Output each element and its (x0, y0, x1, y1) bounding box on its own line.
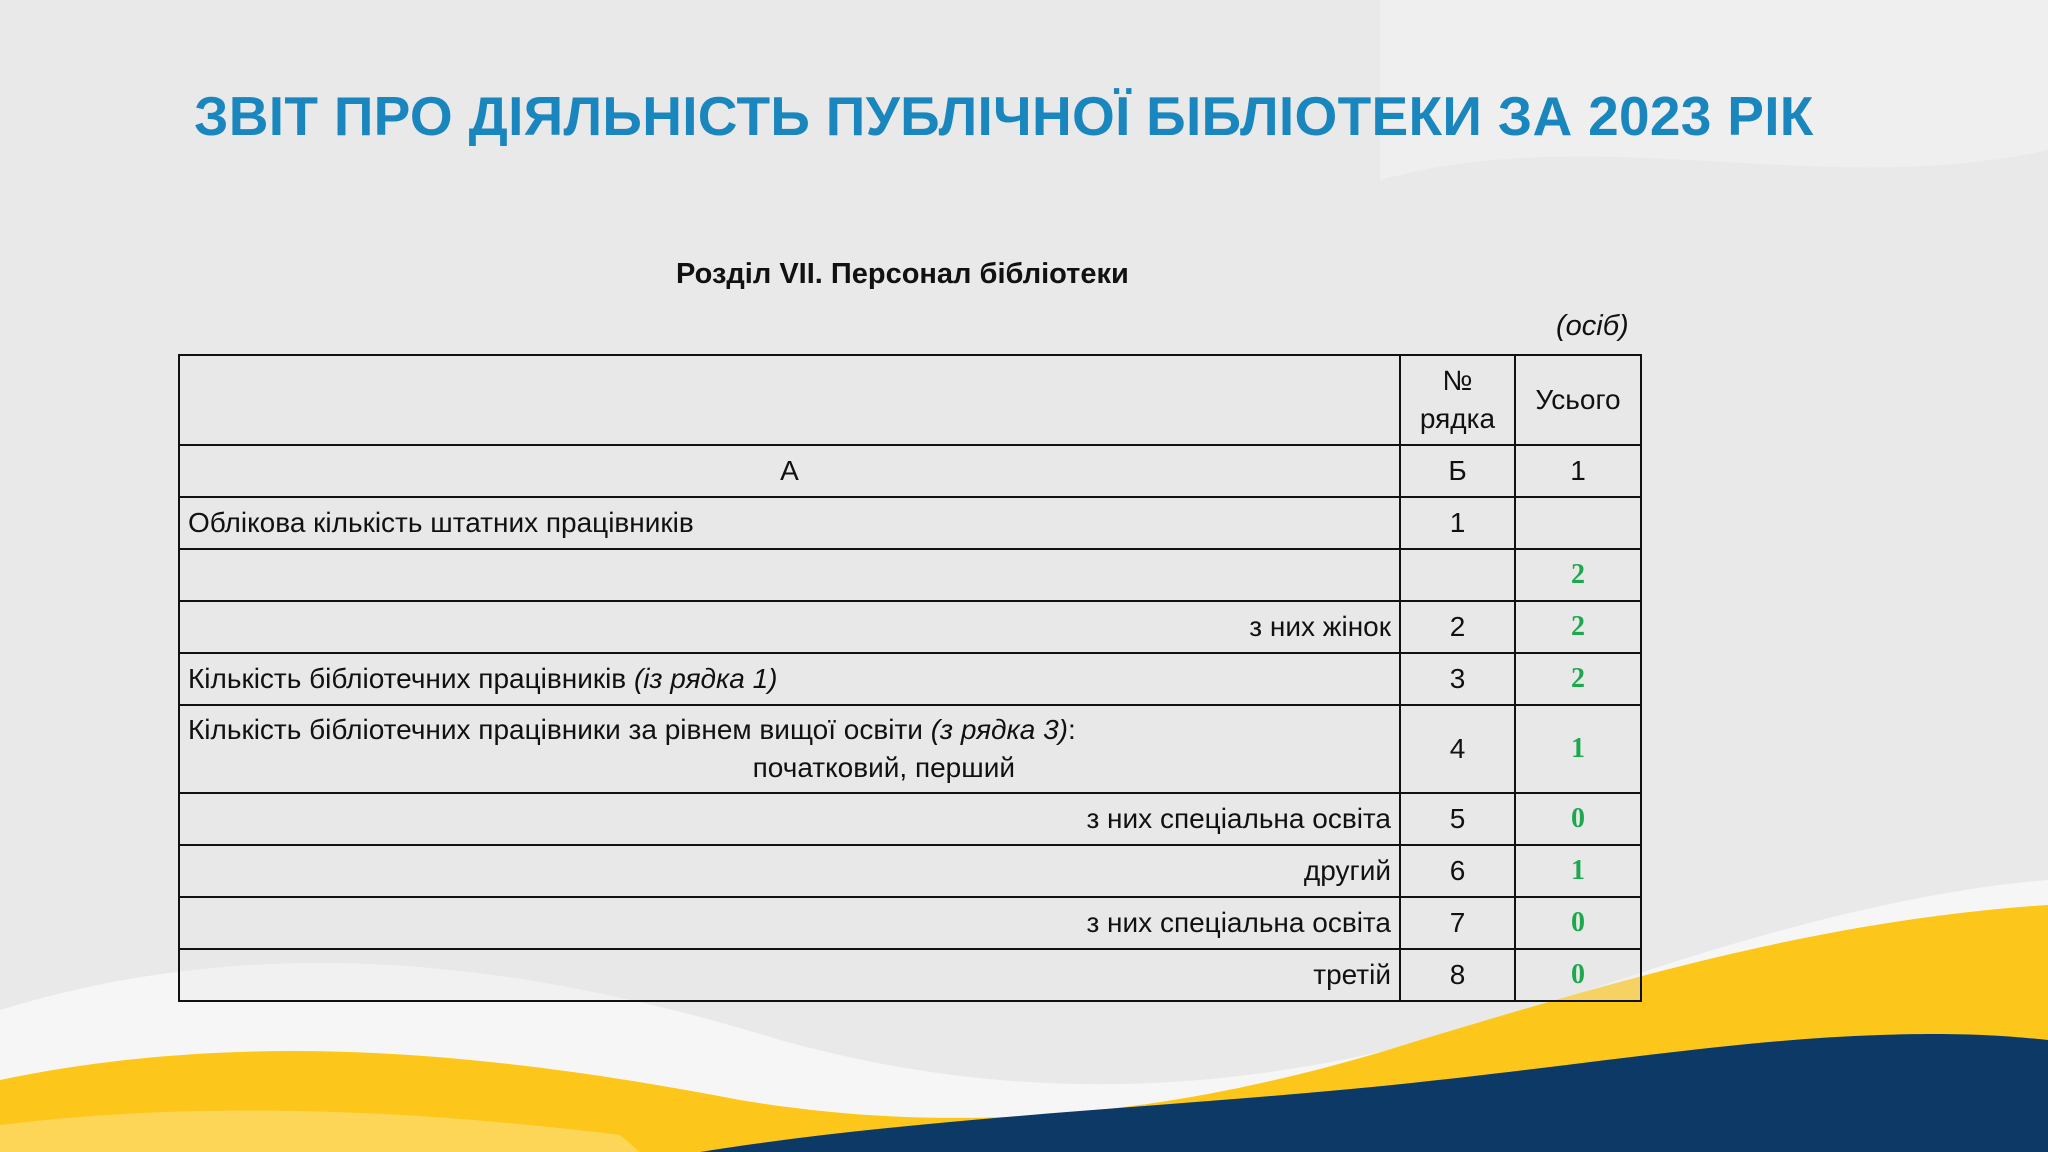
staff-report-table (178, 354, 1642, 1002)
header-total: Усього (1515, 355, 1641, 445)
table-row (179, 793, 1641, 845)
row-label: з них спеціальна освіта (179, 897, 1400, 949)
table-row (179, 949, 1641, 1001)
header-row-number-line1: № (1442, 365, 1473, 396)
table-row (179, 601, 1641, 653)
table-header-row (179, 355, 1641, 445)
table-row (179, 497, 1641, 549)
row-label-text: Кількість бібліотечних працівників (188, 663, 634, 694)
row-value: 0 (1515, 949, 1641, 1001)
table-row (179, 653, 1641, 705)
section-title: Розділ VII. Персонал бібліотеки (676, 258, 1129, 290)
unit-note: (осіб) (1556, 310, 1629, 342)
index-cell-b: Б (1400, 445, 1515, 497)
row-label-text: Кількість бібліотечних працівники за рівнем вищої освіти (188, 714, 931, 745)
row-value (1515, 497, 1641, 549)
table-row (179, 897, 1641, 949)
row-label-line1 (188, 711, 1391, 749)
row-number: 1 (1400, 497, 1515, 549)
row-value: 1 (1515, 845, 1641, 897)
row-label-note: (із рядка 1) (633, 663, 778, 694)
row-label: другий (179, 845, 1400, 897)
table-row (179, 845, 1641, 897)
row-number: 4 (1400, 705, 1515, 793)
row-value: 2 (1515, 601, 1641, 653)
row-label (179, 705, 1400, 793)
row-value: 2 (1515, 653, 1641, 705)
row-label (179, 549, 1400, 601)
row-label: з них жінок (179, 601, 1400, 653)
row-value: 1 (1515, 705, 1641, 793)
table-row (179, 549, 1641, 601)
page-title: ЗВІТ ПРО ДІЯЛЬНІСТЬ ПУБЛІЧНОЇ БІБЛІОТЕКИ ЗА 2023 РІК (194, 85, 1814, 147)
row-label: Облікова кількість штатних працівників (179, 497, 1400, 549)
row-number (1400, 549, 1515, 601)
row-label: з них спеціальна освіта (179, 793, 1400, 845)
row-number: 7 (1400, 897, 1515, 949)
row-value: 0 (1515, 793, 1641, 845)
row-value: 0 (1515, 897, 1641, 949)
row-label (179, 653, 1400, 705)
row-number: 6 (1400, 845, 1515, 897)
row-value: 2 (1515, 549, 1641, 601)
header-empty-cell (179, 355, 1400, 445)
header-row-number (1400, 355, 1515, 445)
index-cell-1: 1 (1515, 445, 1641, 497)
row-label-line2: початковий, перший (752, 752, 1015, 783)
row-label-suffix: : (1068, 714, 1076, 745)
table-index-row (179, 445, 1641, 497)
table-row (179, 705, 1641, 793)
row-number: 3 (1400, 653, 1515, 705)
row-number: 5 (1400, 793, 1515, 845)
row-number: 2 (1400, 601, 1515, 653)
row-label: третій (179, 949, 1400, 1001)
header-row-number-line2: рядка (1419, 403, 1496, 434)
row-number: 8 (1400, 949, 1515, 1001)
index-cell-a: А (179, 445, 1400, 497)
row-label-note: (з рядка 3) (930, 714, 1068, 745)
